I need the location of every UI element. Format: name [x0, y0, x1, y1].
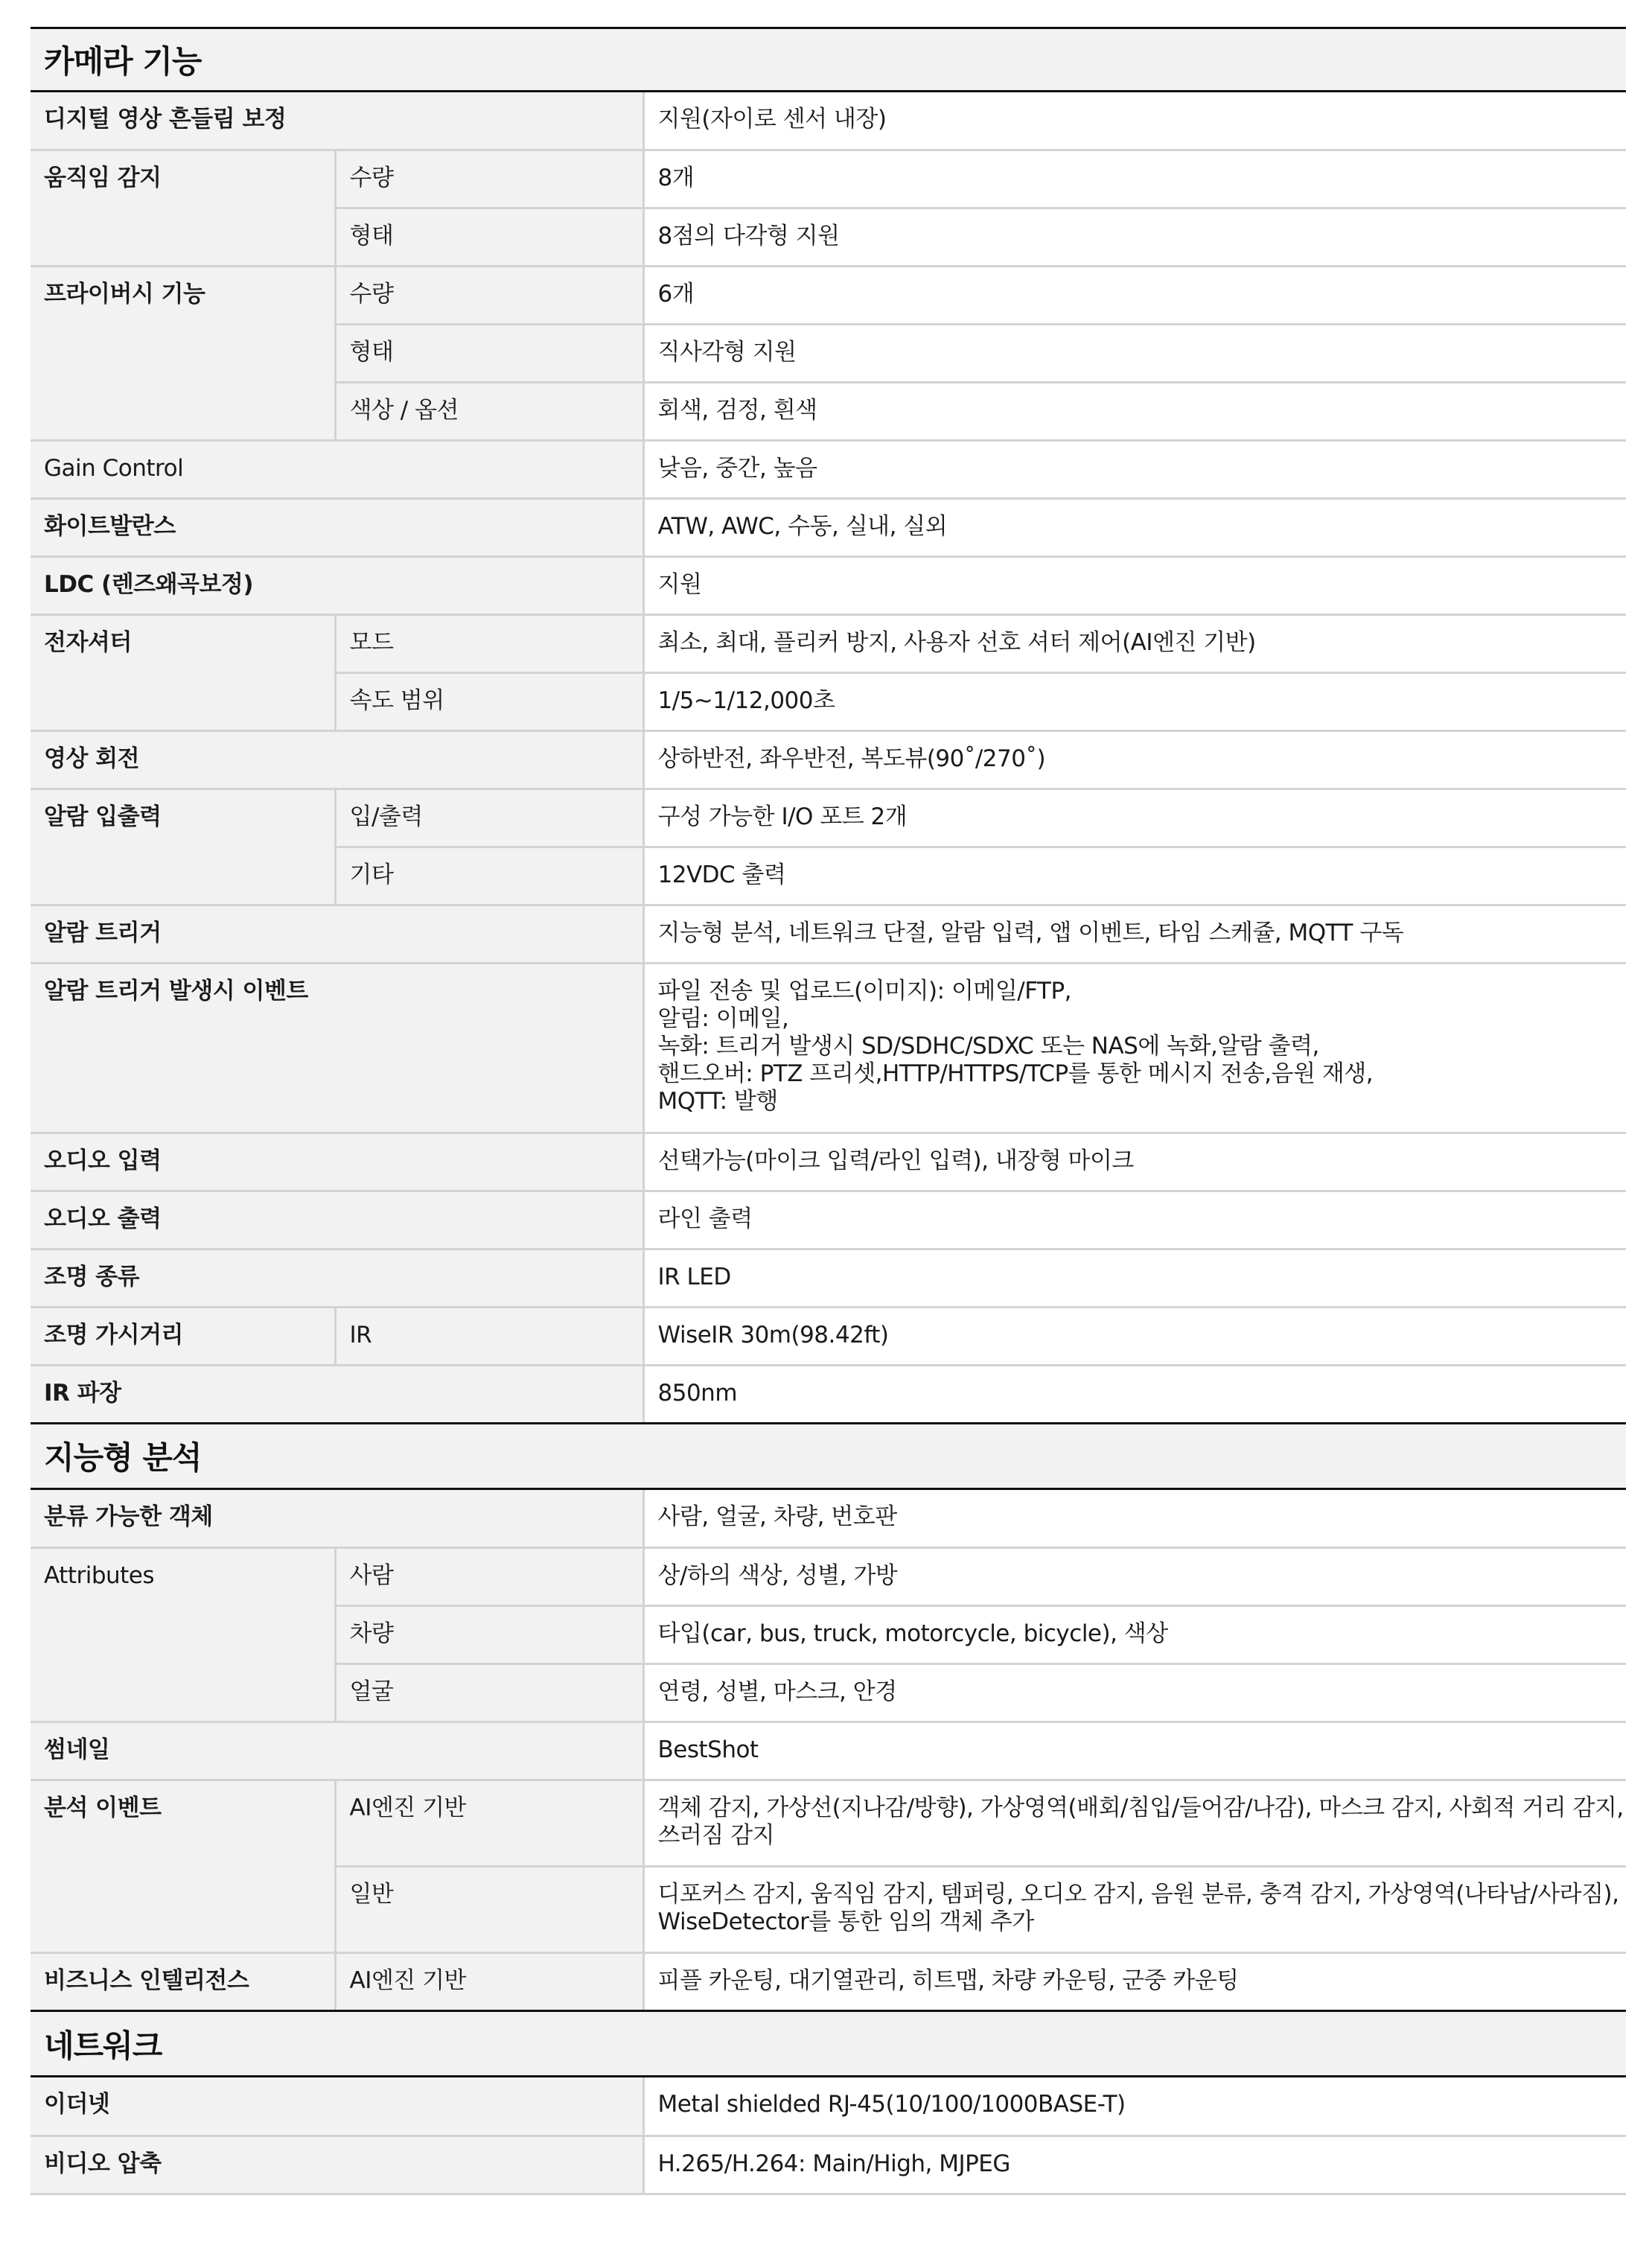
- row-label: 이더넷: [31, 2077, 643, 2136]
- row-value: 구성 가능한 I/O 포트 2개: [643, 789, 1626, 847]
- row-label: 분석 이벤트: [31, 1780, 335, 1953]
- spec-table-network: [31, 2077, 1626, 2195]
- row-value: 피플 카운팅, 대기열관리, 히트맵, 차량 카운팅, 군중 카운팅: [643, 1953, 1626, 2011]
- section-title: 네트워크: [44, 2027, 162, 2064]
- table-row: [31, 963, 1626, 1133]
- table-row: [31, 92, 1626, 150]
- row-sublabel: 속도 범위: [335, 672, 643, 730]
- table-row: [31, 266, 1626, 324]
- row-sublabel: 모드: [335, 614, 643, 672]
- row-value: 사람, 얼굴, 차량, 번호판: [643, 1490, 1626, 1548]
- table-row: [31, 1780, 1626, 1867]
- table-row: [31, 1249, 1626, 1307]
- row-label: 전자셔터: [31, 614, 335, 730]
- table-row: [31, 1191, 1626, 1249]
- row-value: 상/하의 색상, 성별, 가방: [643, 1548, 1626, 1606]
- row-value: 최소, 최대, 플리커 방지, 사용자 선호 셔터 제어(AI엔진 기반): [643, 614, 1626, 672]
- table-row: [31, 2136, 1626, 2194]
- spec-table-camera: [31, 92, 1626, 1424]
- row-label: 디지털 영상 흔들림 보정: [31, 92, 643, 150]
- row-label: IR 파장: [31, 1365, 643, 1423]
- row-value: H.265/H.264: Main/High, MJPEG: [643, 2136, 1626, 2194]
- row-value: 지능형 분석, 네트워크 단절, 알람 입력, 앱 이벤트, 타임 스케쥴, MQTT 구독: [643, 905, 1626, 963]
- value-line: 객체 감지, 가상선(지나감/방향), 가상영역(배회/침입/들어감/나감), 마스크 감지, 사회적 거리 감지,: [657, 1795, 1624, 1821]
- value-line: 핸드오버: PTZ 프리셋,HTTP/HTTPS/TCP를 통한 메시지 전송,음원 재생,: [657, 1060, 1374, 1087]
- row-value-multiline: [643, 1780, 1626, 1867]
- row-value: 회색, 검정, 흰색: [643, 382, 1626, 440]
- spec-table-analytics: [31, 1490, 1626, 2013]
- row-value: 8개: [643, 150, 1626, 208]
- table-row: [31, 614, 1626, 672]
- table-row: [31, 1365, 1626, 1423]
- row-sublabel: AI엔진 기반: [335, 1780, 643, 1867]
- table-row: [31, 789, 1626, 847]
- row-value: 상하반전, 좌우반전, 복도뷰(90˚/270˚): [643, 730, 1626, 789]
- row-value: 1/5~1/12,000초: [643, 672, 1626, 730]
- row-label: 썸네일: [31, 1722, 643, 1780]
- row-sublabel: AI엔진 기반: [335, 1953, 643, 2011]
- row-value: 라인 출력: [643, 1191, 1626, 1249]
- row-sublabel: 입/출력: [335, 789, 643, 847]
- row-label: 오디오 입력: [31, 1133, 643, 1191]
- table-row: [31, 1953, 1626, 2011]
- row-label: 알람 입출력: [31, 789, 335, 905]
- table-row: [31, 1133, 1626, 1191]
- row-value: 선택가능(마이크 입력/라인 입력), 내장형 마이크: [643, 1133, 1626, 1191]
- section-title: 지능형 분석: [44, 1439, 202, 1476]
- row-value-multiline: [643, 963, 1626, 1133]
- row-label: LDC (렌즈왜곡보정): [31, 556, 643, 614]
- row-label: 프라이버시 기능: [31, 266, 335, 440]
- row-sublabel: 색상 / 옵션: [335, 382, 643, 440]
- table-row: [31, 1490, 1626, 1548]
- section-header-analytics: [31, 1424, 1626, 1490]
- table-row: [31, 1722, 1626, 1780]
- row-value: 타입(car, bus, truck, motorcycle, bicycle), 색상: [643, 1606, 1626, 1664]
- row-sublabel: 차량: [335, 1606, 643, 1664]
- row-sublabel: 일반: [335, 1867, 643, 1953]
- section-header-network: [31, 2012, 1626, 2077]
- value-line: MQTT: 발행: [657, 1087, 778, 1115]
- row-label: 움직임 감지: [31, 150, 335, 266]
- spec-sheet: [31, 27, 1626, 2195]
- value-line: 쓰러짐 감지: [657, 1822, 775, 1849]
- row-value: 직사각형 지원: [643, 324, 1626, 382]
- row-value: 850nm: [643, 1365, 1626, 1423]
- table-row: [31, 150, 1626, 208]
- table-row: [31, 1307, 1626, 1365]
- row-sublabel: 형태: [335, 324, 643, 382]
- row-value: IR LED: [643, 1249, 1626, 1307]
- row-sublabel: 수량: [335, 266, 643, 324]
- row-label: 화이트발란스: [31, 498, 643, 556]
- row-label: 비즈니스 인텔리전스: [31, 1953, 335, 2011]
- value-line: 디포커스 감지, 움직임 감지, 템퍼링, 오디오 감지, 음원 분류, 충격 감지, 가상영역(나타남/사라짐),: [657, 1881, 1619, 1908]
- table-row: [31, 556, 1626, 614]
- row-sublabel: 형태: [335, 208, 643, 266]
- row-label: 알람 트리거: [31, 905, 643, 963]
- row-value: 연령, 성별, 마스크, 안경: [643, 1664, 1626, 1722]
- row-value: WiseIR 30m(98.42ft): [643, 1307, 1626, 1365]
- table-row: [31, 905, 1626, 963]
- value-line: 녹화: 트리거 발생시 SD/SDHC/SDXC 또는 NAS에 녹화,알람 출력,: [657, 1032, 1319, 1060]
- row-sublabel: 수량: [335, 150, 643, 208]
- row-value: Metal shielded RJ-45(10/100/1000BASE-T): [643, 2077, 1626, 2136]
- row-sublabel: 사람: [335, 1548, 643, 1606]
- row-value: 8점의 다각형 지원: [643, 208, 1626, 266]
- row-sublabel: IR: [335, 1307, 643, 1365]
- value-line: 알림: 이메일,: [657, 1004, 789, 1032]
- row-label: 오디오 출력: [31, 1191, 643, 1249]
- row-sublabel: 얼굴: [335, 1664, 643, 1722]
- row-value: 지원(자이로 센서 내장): [643, 92, 1626, 150]
- table-row: [31, 730, 1626, 789]
- row-value: BestShot: [643, 1722, 1626, 1780]
- row-label: 영상 회전: [31, 730, 643, 789]
- value-line: WiseDetector를 통한 임의 객체 추가: [657, 1908, 1034, 1935]
- table-row: [31, 498, 1626, 556]
- section-title: 카메라 기능: [44, 43, 202, 80]
- row-sublabel: 기타: [335, 847, 643, 905]
- table-row: [31, 2077, 1626, 2136]
- row-label: 알람 트리거 발생시 이벤트: [31, 963, 643, 1133]
- row-value: 낮음, 중간, 높음: [643, 440, 1626, 498]
- row-label: 비디오 압축: [31, 2136, 643, 2194]
- row-value-multiline: [643, 1867, 1626, 1953]
- row-value: ATW, AWC, 수동, 실내, 실외: [643, 498, 1626, 556]
- row-value: 12VDC 출력: [643, 847, 1626, 905]
- table-row: [31, 1548, 1626, 1606]
- row-label: 조명 가시거리: [31, 1307, 335, 1365]
- table-row: [31, 440, 1626, 498]
- row-value: 6개: [643, 266, 1626, 324]
- row-label: 조명 종류: [31, 1249, 643, 1307]
- row-value: 지원: [643, 556, 1626, 614]
- value-line: 파일 전송 및 업로드(이미지): 이메일/FTP,: [657, 977, 1072, 1004]
- section-header-camera: [31, 27, 1626, 92]
- row-label: Attributes: [31, 1548, 335, 1722]
- row-label: Gain Control: [31, 440, 643, 498]
- row-label: 분류 가능한 객체: [31, 1490, 643, 1548]
